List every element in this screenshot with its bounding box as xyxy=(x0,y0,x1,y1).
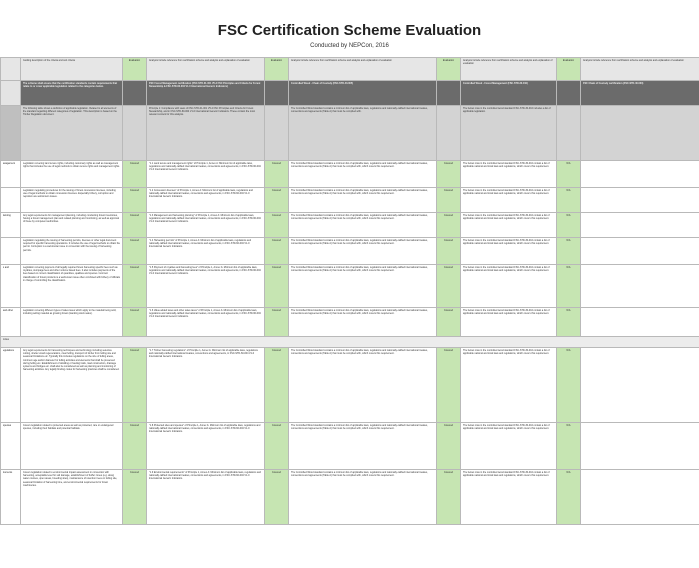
guidance-row-cell-4[interactable] xyxy=(265,106,289,161)
header-row-cell-3[interactable]: Analysis Include reference from certification scheme and analysis and explanation of evaluation xyxy=(147,58,265,81)
table-row-cell-6[interactable]: Covered xyxy=(437,161,461,188)
table-row-cell-3[interactable]: "1.3 Management and harvesting planning" of Principle 1, Annex A: Minimum list of applicable laws, regulations and nationally-ratified international treaties, conventions and agreements, in FSC-STD-60-004 V1-0 International Generic Indicators. xyxy=(147,213,265,238)
table-row-cell-0[interactable]: irements xyxy=(1,470,21,525)
table-row xyxy=(1,188,699,213)
table-row-cell-4[interactable]: Covered xyxy=(265,308,289,337)
standards-row-cell-6[interactable] xyxy=(437,81,461,106)
guidance-row-cell-8[interactable] xyxy=(557,106,581,161)
table-row-cell-7[interactable]: The below rows in the controlled wood standard FSC-STD-30-010 contain a list of applicable national and local laws and regulations, which covers this requirement. xyxy=(461,308,557,337)
table-row-cell-0[interactable] xyxy=(1,188,21,213)
table-row-cell-0[interactable]: lanning xyxy=(1,213,21,238)
table-row-cell-8[interactable]: N/A xyxy=(557,265,581,308)
table-row-cell-4[interactable]: Covered xyxy=(265,470,289,525)
header-row-cell-1[interactable]: Guiding description of the criteria and sub criteria xyxy=(21,58,123,81)
table-row-cell-1[interactable]: Any legal requirements for harvesting techniques and technology including selective cutting, shelter wood regenerations, clear felling, transport of timber from felling site and seasonal limitations etc. Typically this includes regulations on the size of felling areas, minimum age and/or diameter for felling activities and elements that shall be preserved during felling etc. Establishment of skidding or hauling trails, road construction, drainage systems and bridges etc. shall also be considered as well as planning and monitoring of harvesting activities. Any legally binding codes for harvesting practices shall be considered. xyxy=(21,348,123,423)
table-row-cell-4[interactable]: Covered xyxy=(265,265,289,308)
table-row-cell-1[interactable]: Legislation covering payment of all legally required forest harvesting specific fees such as royalties, stumpage fees and other volume based fees. It also includes payments of the fees based on correct classification of quantities, qualities and species. Incorrect classification of forest products is a well-known issue often combined with bribery of officials in charge of controlling the classification. xyxy=(21,265,123,308)
table-row-cell-6[interactable]: Covered xyxy=(437,265,461,308)
table-row-cell-7[interactable]: The below rows in the controlled wood standard FSC-STD-30-010 contain a list of applicable national and local laws and regulations, which covers this requirement. xyxy=(461,348,557,423)
standards-row-cell-4[interactable] xyxy=(265,81,289,106)
table-row-cell-1[interactable]: Covers legislation related to environmental impact assessment in connection with harvesting, acceptable level for soil damage, establishment of buffer zones (e.g. along water courses, open areas, breeding sites), maintenance of retention trees on felling site, seasonal limitation of harvesting time, and environmental requirements for forest machineries. xyxy=(21,470,123,525)
table-row xyxy=(1,348,699,423)
table-row-cell-9[interactable] xyxy=(581,238,699,265)
table-row-cell-0[interactable]: species xyxy=(1,423,21,470)
table-row-cell-5[interactable]: The Controlled Wood standard contains a minimum list of applicable laws, regulations and nationally-ratified international treaties, conventions and agreements (Table A) that must be complied with, which covers this requirement. xyxy=(289,265,437,308)
table-row-cell-7[interactable]: The below rows in the controlled wood standard FSC-STD-30-010 contain a list of applicable national and local laws and regulations, which covers this requirement. xyxy=(461,188,557,213)
table-row-cell-4[interactable]: Covered xyxy=(265,348,289,423)
table-row-cell-8[interactable]: N/A xyxy=(557,423,581,470)
header-row-cell-5[interactable]: Analysis Include reference from certification scheme and analysis and explanation of evaluation xyxy=(289,58,437,81)
header-row-cell-2[interactable]: Evaluation xyxy=(123,58,147,81)
evaluation-table xyxy=(0,57,699,525)
table-row-cell-8[interactable]: N/A xyxy=(557,238,581,265)
table-row-cell-2[interactable]: Covered xyxy=(123,348,147,423)
table-row-cell-7[interactable]: The below rows in the controlled wood standard FSC-STD-30-010 contain a list of applicable national and local laws and regulations, which covers this requirement. xyxy=(461,265,557,308)
table-row-cell-8[interactable]: N/A xyxy=(557,470,581,525)
table-row-cell-0[interactable] xyxy=(1,238,21,265)
table-row-cell-2[interactable]: Covered xyxy=(123,265,147,308)
table-row-cell-8[interactable]: N/A xyxy=(557,213,581,238)
table-row-cell-8[interactable]: N/A xyxy=(557,348,581,423)
guidance-row-cell-5[interactable]: The Controlled Wood standard contains a minimum list of applicable laws, regulations and nationally-ratified international treaties, conventions and agreements (Table A) that must be complied with. xyxy=(289,106,437,161)
table-row-cell-9[interactable] xyxy=(581,213,699,238)
table-row-cell-6[interactable]: Covered xyxy=(437,188,461,213)
table-row-cell-0[interactable]: and other xyxy=(1,308,21,337)
table-row-cell-9[interactable] xyxy=(581,470,699,525)
table-row-cell-6[interactable]: Covered xyxy=(437,213,461,238)
table-row-cell-6[interactable]: Covered xyxy=(437,238,461,265)
table-row-cell-3[interactable]: "1.6 Value added taxes and other sales taxes" of Principle 1, Annex A: Minimum list of applicable laws, regulations and nationally-ratified international treaties, conventions and agreements, in FSC-STD-60-004 V1-0 International Generic Indicators. xyxy=(147,308,265,337)
standards-row-cell-1[interactable]: The scheme shall ensure that the certification standards contain requirements that relate to or cover applicable legislation related to the categories below. xyxy=(21,81,123,106)
standards-row-cell-0[interactable] xyxy=(1,81,21,106)
guidance-row-cell-6[interactable] xyxy=(437,106,461,161)
table-row-cell-5[interactable]: The Controlled Wood standard contains a minimum list of applicable laws, regulations and nationally-ratified international treaties, conventions and agreements (Table A) that must be complied with, which covers this requirement. xyxy=(289,188,437,213)
header-row-cell-0[interactable] xyxy=(1,58,21,81)
table-row xyxy=(1,213,699,238)
table-row-cell-2[interactable]: Covered xyxy=(123,213,147,238)
header-row-cell-4[interactable]: Evaluation xyxy=(265,58,289,81)
table-row-cell-0[interactable]: egulations xyxy=(1,348,21,423)
table-row-cell-0[interactable]: s and xyxy=(1,265,21,308)
guidance-row-cell-1[interactable]: The following table shows a definition of applicable legislation. Related to all elements of the standard regarding different categories of legislation. This description is based on the Timber Regulation document. xyxy=(21,106,123,161)
table-row-cell-5[interactable]: The Controlled Wood standard contains a minimum list of applicable laws, regulations and nationally-ratified international treaties, conventions and agreements (Table A) that must be complied with, which covers this requirement. xyxy=(289,238,437,265)
table-row-cell-3[interactable]: "1.8 Protected sites and species" of Principle 1, Annex A: Minimum list of applicable laws, regulations and nationally-ratified international treaties, conventions and agreements, in FSC-STD-60-004 V1-0 International Generic Indicators. xyxy=(147,423,265,470)
table-row-cell-4[interactable]: Covered xyxy=(265,213,289,238)
header-row-cell-8[interactable]: Evaluation xyxy=(557,58,581,81)
table-row-cell-7[interactable]: The below rows in the controlled wood standard FSC-STD-30-010 contain a list of applicable national and local laws and regulations, which covers this requirement. xyxy=(461,238,557,265)
table-row-cell-3[interactable]: "1.4 Harvesting permits" of Principle 1, Annex A: Minimum list of applicable laws, regulations and nationally-ratified international treaties, conventions and agreements, in FSC-STD-60-004 V1-0 International Generic Indicators. xyxy=(147,238,265,265)
table-row-cell-1[interactable]: Legislation regulating the issuing of harvesting permits, licenses or other legal document required for specific harvesting operations. It includes the use of legal methods to obtain the permit. Corruption is a well-known issue in connection with the issuing of harvesting permits. xyxy=(21,238,123,265)
table-row-cell-9[interactable] xyxy=(581,161,699,188)
table-row-cell-2[interactable]: Covered xyxy=(123,188,147,213)
standards-row-cell-7[interactable]: Controlled Wood - Forest Management (FSC-STD-30-010) xyxy=(461,81,557,106)
table-row xyxy=(1,308,699,337)
table-row-cell-6[interactable]: Covered xyxy=(437,348,461,423)
table-row xyxy=(1,265,699,308)
header-row-cell-9[interactable]: Analysis Include reference from certification scheme and analysis and explanation of evaluation xyxy=(581,58,699,81)
table-row-cell-8[interactable]: N/A xyxy=(557,161,581,188)
table-row-cell-5[interactable]: The Controlled Wood standard contains a minimum list of applicable laws, regulations and nationally-ratified international treaties, conventions and agreements (Table A) that must be complied with, which covers this requirement. xyxy=(289,213,437,238)
guidance-row-cell-0[interactable] xyxy=(1,106,21,161)
table-row-cell-3[interactable]: "1.9 Environmental requirements" of Principle 1, Annex A: Minimum list of applicable laws, regulations and nationally-ratified international treaties, conventions and agreements, in FSC-STD-60-004 V1-0 International Generic Indicators. xyxy=(147,470,265,525)
table-row-cell-3[interactable]: "1.2 Concession licenses" of Principle 1, Annex A: Minimum list of applicable laws, regulations and nationally-ratified international treaties, conventions and agreements, in FSC-STD-60-004 V1-0 International Generic Indicators. xyxy=(147,188,265,213)
header-row xyxy=(1,58,699,81)
table-row-cell-5[interactable]: The Controlled Wood standard contains a minimum list of applicable laws, regulations and nationally-ratified international treaties, conventions and agreements (Table A) that must be complied with, which covers this requirement. xyxy=(289,308,437,337)
table-row-cell-5[interactable]: The Controlled Wood standard contains a minimum list of applicable laws, regulations and nationally-ratified international treaties, conventions and agreements (Table A) that must be complied with, which covers this requirement. xyxy=(289,423,437,470)
table-row-cell-4[interactable]: Covered xyxy=(265,161,289,188)
table-row-cell-3[interactable]: "1.1 Land tenure and management rights" of Principle 1, Annex A: Minimum list of applicable laws, regulations and nationally-ratified international treaties, conventions and agreements, in FSC-STD-60-004 V1-0 International Generic Indicators. xyxy=(147,161,265,188)
standards-row-cell-9[interactable]: FSC Chain of Custody certification (FSC-STD-40-004) xyxy=(581,81,699,106)
table-row xyxy=(1,161,699,188)
table-row-cell-9[interactable] xyxy=(581,308,699,337)
table-row-cell-4[interactable]: Covered xyxy=(265,188,289,213)
standards-row xyxy=(1,81,699,106)
table-row xyxy=(1,238,699,265)
table-row-cell-7[interactable]: The below rows in the controlled wood standard FSC-STD-30-010 contain a list of applicable national and local laws and regulations, which covers this requirement. xyxy=(461,470,557,525)
table-row-cell-5[interactable]: The Controlled Wood standard contains a minimum list of applicable laws, regulations and nationally-ratified international treaties, conventions and agreements (Table A) that must be complied with, which covers this requirement. xyxy=(289,470,437,525)
table-row-cell-2[interactable]: Covered xyxy=(123,308,147,337)
table-row-cell-1[interactable]: Legislation covering land tenure rights, including customary rights as well as management rights that includes the use of legal methods to obtain tenure rights and management rights. xyxy=(21,161,123,188)
page-title: FSC Certification Scheme Evaluation xyxy=(217,22,482,39)
table-row-cell-2[interactable]: Covered xyxy=(123,238,147,265)
table-row-cell-2[interactable]: Covered xyxy=(123,423,147,470)
table-row-cell-9[interactable] xyxy=(581,265,699,308)
standards-row-cell-2[interactable] xyxy=(123,81,147,106)
guidance-row-cell-9[interactable] xyxy=(581,106,699,161)
table-row xyxy=(1,470,699,525)
table-row-cell-2[interactable]: Covered xyxy=(123,161,147,188)
table-row-cell-0[interactable]: anagement xyxy=(1,161,21,188)
table-row-cell-5[interactable]: The Controlled Wood standard contains a minimum list of applicable laws, regulations and nationally-ratified international treaties, conventions and agreements (Table A) that must be complied with, which covers this requirement. xyxy=(289,161,437,188)
table-row-cell-8[interactable]: N/A xyxy=(557,308,581,337)
table-row-cell-3[interactable]: "1.5 Payment of royalties and harvesting fees" of Principle 1, Annex A: Minimum list of applicable laws, regulations and nationally-ratified international treaties, conventions and agreements, in FSC-STD-60-004 V1-0 International Generic Indicators. xyxy=(147,265,265,308)
table-row-cell-6[interactable]: Covered xyxy=(437,308,461,337)
table-row-cell-9[interactable] xyxy=(581,188,699,213)
table-row-cell-7[interactable]: The below rows in the controlled wood standard FSC-STD-30-010 contain a list of applicable national and local laws and regulations, which covers this requirement. xyxy=(461,161,557,188)
table-row-cell-1[interactable]: Legislation regulating procedures for the issuing of forest concession licenses, including use of legal methods to obtain concession licenses. Especially bribery, corruption and nepotism are well-known issues. xyxy=(21,188,123,213)
guidance-row-cell-3[interactable]: Principle 1: Compliance with Laws of FSC-STD-01-001 V5-2 FSC Principles and Criteria for Forest Stewardship, and in FSC-STD-60-004 V1-0 International Generic Indicators. These contain the most relevant content for this analysis. xyxy=(147,106,265,161)
page-subtitle: Conducted by NEPCon, 2016 xyxy=(310,43,389,49)
standards-row-cell-3[interactable]: FSC Forest Management certification (FSC-STD-01-001 V5-2 FSC Principles and Criteria for Forest Stewardship & FSC-STD-60-004 V1-0 International Generic Indicators) xyxy=(147,81,265,106)
table-row-cell-6[interactable]: Covered xyxy=(437,423,461,470)
header-row-cell-6[interactable]: Evaluation xyxy=(437,58,461,81)
table-row-cell-1[interactable]: Covers legislation related to protected areas as well as protected, rare or endangered species, including their habitats and potential habitats. xyxy=(21,423,123,470)
table-row xyxy=(1,423,699,470)
standards-row-cell-5[interactable]: Controlled Wood - Chain of Custody (FSC-STD-40-005) xyxy=(289,81,437,106)
table-row-cell-5[interactable]: The Controlled Wood standard contains a minimum list of applicable laws, regulations and nationally-ratified international treaties, conventions and agreements (Table A) that must be complied with, which covers this requirement. xyxy=(289,348,437,423)
table-row-cell-6[interactable]: Covered xyxy=(437,470,461,525)
guidance-row-cell-2[interactable] xyxy=(123,106,147,161)
table-row-cell-9[interactable] xyxy=(581,423,699,470)
table-row-cell-7[interactable]: The below rows in the controlled wood standard FSC-STD-30-010 contain a list of applicable national and local laws and regulations, which covers this requirement. xyxy=(461,213,557,238)
table-row-cell-3[interactable]: "1.7 Timber harvesting regulations" of Principle 1, Annex A: Minimum list of applicable laws, regulations and nationally-ratified international treaties, conventions and agreements, in FSC-STD-60-004 V1-0 International Generic Indicators. xyxy=(147,348,265,423)
table-row-cell-2[interactable]: Covered xyxy=(123,470,147,525)
section-label: ivities xyxy=(1,337,699,348)
table-row-cell-1[interactable]: Any legal requirements for management planning, including conducting forest inventories, having a forest management plan and related planning and monitoring, as well as approval of these by competent authorities. xyxy=(21,213,123,238)
table-row-cell-4[interactable]: Covered xyxy=(265,238,289,265)
standards-row-cell-8[interactable] xyxy=(557,81,581,106)
guidance-row-cell-7[interactable]: The below rows in the controlled wood standard FSC-STD-30-010 includes a list of applicable legislation. xyxy=(461,106,557,161)
header-row-cell-7[interactable]: Analysis Include reference from certification scheme and analysis and explanation of evaluation xyxy=(461,58,557,81)
guidance-row xyxy=(1,106,699,161)
table-row-cell-9[interactable] xyxy=(581,348,699,423)
table-row-cell-8[interactable]: N/A xyxy=(557,188,581,213)
table-row-cell-1[interactable]: Legislation covering different types of sales taxes which apply to the material being sold, including selling material as growing forest (standing stock sales). xyxy=(21,308,123,337)
table-row-cell-4[interactable]: Covered xyxy=(265,423,289,470)
section-row xyxy=(1,337,699,348)
table-row-cell-7[interactable]: The below rows in the controlled wood standard FSC-STD-30-010 contain a list of applicable national and local laws and regulations, which covers this requirement. xyxy=(461,423,557,470)
